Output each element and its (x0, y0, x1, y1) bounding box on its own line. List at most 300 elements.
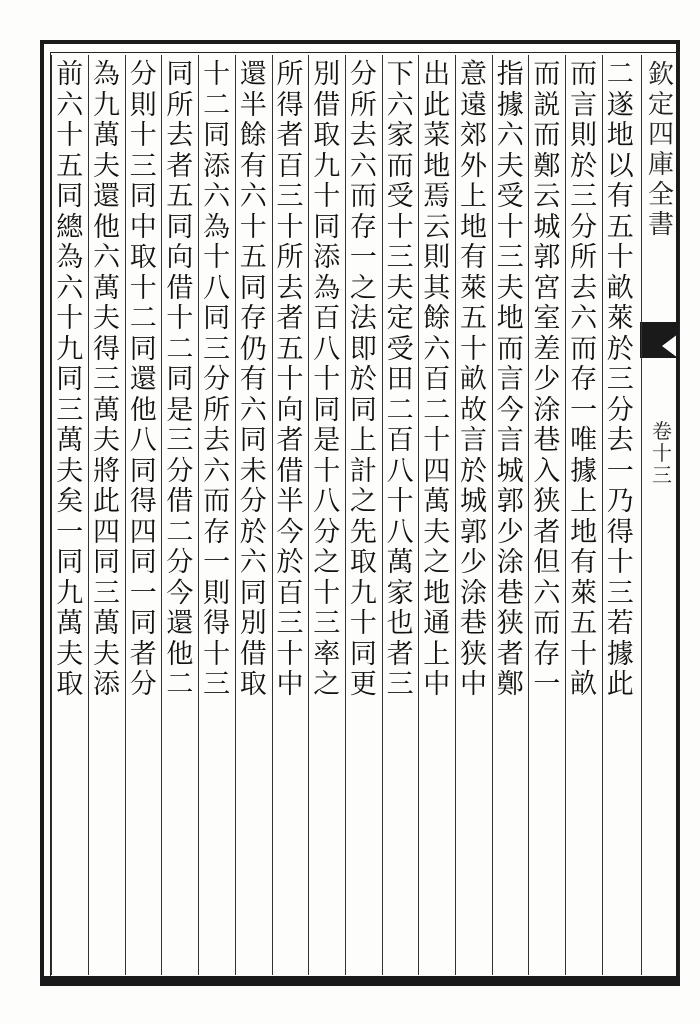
text-column (603, 60, 637, 972)
text-column (493, 60, 527, 972)
text-char: 巷 (496, 577, 524, 609)
text-char: 而 (496, 333, 524, 365)
text-char: 取 (239, 669, 267, 700)
text-char: 十 (496, 211, 524, 243)
text-char: 二 (386, 394, 414, 426)
text-char: 存 (533, 638, 561, 670)
text-char: 今 (276, 516, 304, 548)
text-char: 二 (166, 333, 194, 365)
column-rule (308, 55, 309, 975)
text-char: 之 (423, 547, 451, 578)
text-char: 者 (276, 425, 304, 456)
text-char: 去 (606, 425, 634, 456)
text-char: 分 (166, 547, 194, 578)
text-char: 分 (166, 455, 194, 487)
text-char: 之 (313, 547, 341, 578)
text-char: 三 (276, 181, 304, 212)
text-char: 三 (166, 425, 194, 456)
text-char: 三 (386, 242, 414, 273)
text-char: 據 (496, 89, 524, 121)
text-char: 十 (276, 211, 304, 243)
text-char: 夫 (93, 638, 120, 670)
text-char: 為 (93, 59, 120, 90)
text-char: 三 (203, 333, 231, 365)
text-char: 萬 (386, 547, 414, 578)
text-char: 萬 (56, 425, 84, 456)
text-char: 計 (349, 455, 377, 487)
text-char: 郊 (460, 120, 487, 151)
text-char: 唯 (570, 425, 598, 456)
column-rule (602, 55, 603, 975)
text-char: 法 (349, 303, 377, 334)
text-char: 百 (276, 577, 304, 609)
text-char: 十 (239, 211, 267, 243)
text-char: 為 (203, 211, 231, 243)
text-char: 中 (129, 211, 157, 243)
text-char: 則 (129, 89, 157, 121)
text-char: 言 (496, 425, 524, 456)
text-column (383, 60, 417, 972)
text-char: 其 (423, 272, 451, 304)
text-char: 十 (606, 242, 634, 273)
text-char: 則 (423, 242, 451, 273)
text-char: 同 (203, 120, 231, 151)
text-char: 而 (533, 120, 561, 151)
text-char: 萬 (93, 608, 120, 639)
text-char: 夫 (496, 150, 524, 182)
text-char: 百 (386, 425, 414, 456)
text-char: 六 (239, 181, 267, 212)
text-char: 夫 (496, 272, 524, 304)
text-char: 十 (460, 333, 487, 365)
text-char: 三 (129, 150, 157, 182)
text-char: 添 (93, 669, 120, 700)
text-char: 十 (570, 638, 598, 670)
text-char: 若 (606, 608, 634, 639)
text-char: 借 (313, 89, 341, 121)
text-char: 者 (166, 150, 194, 182)
text-char: 三 (386, 669, 414, 700)
text-char: 分 (349, 59, 377, 90)
text-char: 畝 (570, 669, 598, 700)
text-char: 田 (386, 364, 414, 395)
text-char: 總 (56, 211, 84, 243)
text-char: 八 (386, 516, 414, 548)
text-char: 者 (533, 516, 561, 548)
column-rule (161, 55, 162, 975)
text-column (90, 60, 124, 972)
text-char: 三 (606, 364, 634, 395)
text-char: 上 (570, 486, 598, 517)
column-rule (528, 55, 529, 975)
text-char: 據 (570, 455, 598, 487)
text-char: 五 (276, 333, 304, 365)
text-char: 六 (496, 120, 524, 151)
text-char: 存 (203, 516, 231, 548)
text-char: 而 (533, 608, 561, 639)
text-char: 萊 (570, 577, 598, 609)
text-char: 今 (166, 577, 194, 609)
text-char: 家 (386, 577, 414, 609)
column-rule (492, 55, 493, 975)
text-char: 者 (129, 638, 157, 670)
text-char: 十 (276, 638, 304, 670)
text-char: 六 (203, 455, 231, 487)
text-char: 存 (349, 211, 377, 243)
text-char: 百 (313, 303, 341, 334)
text-char: 於 (276, 547, 304, 578)
text-char: 借 (276, 455, 304, 487)
text-char: 十 (423, 425, 451, 456)
text-char: 之 (349, 272, 377, 304)
text-char: 少 (533, 364, 561, 395)
text-char: 取 (129, 242, 157, 273)
text-char: 所 (203, 394, 231, 426)
column-rule (235, 55, 236, 975)
text-char: 上 (423, 638, 451, 670)
text-char: 同 (129, 333, 157, 365)
text-char: 狭 (460, 638, 487, 670)
text-char: 餘 (239, 120, 267, 151)
text-char: 家 (386, 120, 414, 151)
text-char: 萊 (460, 272, 487, 304)
text-char: 還 (166, 608, 194, 639)
text-char: 夫 (423, 516, 451, 548)
text-char: 得 (606, 516, 634, 548)
text-column (53, 60, 87, 972)
text-char: 向 (276, 394, 304, 426)
text-char: 二 (423, 394, 451, 426)
text-char: 分 (129, 59, 157, 90)
text-char: 九 (56, 333, 84, 365)
text-char: 還 (93, 181, 120, 212)
text-char: 少 (496, 516, 524, 548)
text-char: 萬 (423, 486, 451, 517)
text-char: 上 (460, 181, 487, 212)
text-char: 率 (313, 638, 341, 670)
text-char: 夫 (56, 638, 84, 670)
text-char: 則 (203, 577, 231, 609)
text-char: 十 (386, 211, 414, 243)
text-char: 六 (56, 272, 84, 304)
text-char: 者 (496, 638, 524, 670)
text-char: 萊 (606, 303, 634, 334)
text-char: 同 (56, 547, 84, 578)
text-char: 添 (203, 150, 231, 182)
text-char: 中 (460, 669, 487, 700)
text-char: 夫 (93, 303, 120, 334)
text-char: 夫 (93, 425, 120, 456)
text-char: 地 (460, 211, 487, 243)
text-char: 巷 (533, 425, 561, 456)
fishtail-mark-icon (638, 318, 680, 360)
text-char: 焉 (423, 181, 451, 212)
margin-title-char: 庫 (647, 150, 674, 180)
text-char: 添 (313, 242, 341, 273)
text-char: 去 (349, 120, 377, 151)
column-rule (88, 55, 89, 975)
text-char: 有 (606, 181, 634, 212)
text-char: 十 (276, 364, 304, 395)
text-char: 意 (460, 59, 487, 90)
text-column (530, 60, 564, 972)
text-char: 他 (166, 638, 194, 670)
text-char: 三 (276, 608, 304, 639)
text-char: 地 (570, 516, 598, 548)
text-char: 而 (570, 59, 598, 90)
text-char: 所 (166, 89, 194, 121)
text-char: 是 (313, 425, 341, 456)
text-char: 六 (423, 333, 451, 365)
text-char: 而 (349, 181, 377, 212)
text-char: 此 (606, 669, 634, 700)
text-char: 涂 (496, 547, 524, 578)
text-char: 城 (533, 211, 561, 243)
text-char: 地 (423, 577, 451, 609)
text-char: 狭 (533, 486, 561, 517)
text-char: 存 (570, 364, 598, 395)
text-char: 為 (56, 242, 84, 273)
text-char: 一 (570, 394, 598, 426)
text-char: 郭 (496, 486, 524, 517)
text-char: 分 (570, 211, 598, 243)
text-char: 六 (349, 150, 377, 182)
text-char: 於 (239, 516, 267, 548)
text-char: 去 (203, 425, 231, 456)
text-char: 言 (570, 89, 598, 121)
text-char: 一 (349, 242, 377, 273)
text-char: 有 (239, 364, 267, 395)
text-char: 而 (203, 486, 231, 517)
text-char: 同 (56, 181, 84, 212)
text-char: 郭 (460, 516, 487, 548)
text-char: 三 (313, 608, 341, 639)
text-char: 十 (203, 59, 231, 90)
column-rule (345, 55, 346, 975)
column-rule (125, 55, 126, 975)
text-char: 但 (533, 547, 561, 578)
text-char: 還 (129, 364, 157, 395)
text-char: 分 (203, 364, 231, 395)
text-char: 中 (423, 669, 451, 700)
text-char: 去 (570, 272, 598, 304)
text-char: 取 (349, 547, 377, 578)
text-char: 五 (460, 303, 487, 334)
text-char: 得 (129, 486, 157, 517)
text-char: 外 (460, 150, 487, 182)
text-char: 別 (239, 608, 267, 639)
text-char: 而 (533, 59, 561, 90)
margin-title-char: 欽 (647, 60, 674, 90)
text-char: 十 (203, 242, 231, 273)
text-char: 者 (276, 303, 304, 334)
column-rule (382, 55, 383, 975)
margin-title-char: 定 (647, 90, 674, 120)
text-char: 菜 (423, 120, 451, 151)
text-char: 出 (423, 59, 451, 90)
margin-title-char: 書 (647, 210, 674, 240)
text-char: 百 (423, 364, 451, 395)
text-char: 十 (313, 455, 341, 487)
text-column (236, 60, 270, 972)
text-char: 一 (606, 455, 634, 487)
text-char: 六 (239, 547, 267, 578)
text-char: 上 (349, 425, 377, 456)
text-char: 同 (239, 272, 267, 304)
column-rule (272, 55, 273, 975)
text-char: 五 (166, 181, 194, 212)
text-char: 十 (56, 303, 84, 334)
margin-volume-char: 十 (652, 441, 672, 465)
text-char: 同 (166, 211, 194, 243)
text-char: 八 (313, 486, 341, 517)
text-char: 據 (606, 638, 634, 670)
text-char: 二 (166, 669, 194, 700)
text-char: 十 (56, 120, 84, 151)
text-char: 萬 (93, 272, 120, 304)
text-char: 狭 (496, 608, 524, 639)
text-char: 矣 (56, 486, 84, 517)
text-char: 分 (313, 516, 341, 548)
text-char: 宮 (533, 272, 561, 304)
text-char: 此 (423, 89, 451, 121)
text-char: 畝 (460, 364, 487, 395)
column-rule (198, 55, 199, 975)
text-char: 十 (203, 638, 231, 670)
text-char: 六 (386, 89, 414, 121)
text-char: 六 (239, 394, 267, 426)
text-char: 仍 (239, 333, 267, 365)
text-char: 四 (129, 516, 157, 548)
column-rule (455, 55, 456, 975)
text-char: 二 (203, 89, 231, 121)
text-char: 借 (166, 272, 194, 304)
margin-title-char: 四 (647, 120, 674, 150)
text-char: 三 (93, 364, 120, 395)
text-column (273, 60, 307, 972)
text-char: 同 (129, 608, 157, 639)
text-char: 三 (496, 242, 524, 273)
bottom-border (40, 976, 680, 986)
text-char: 巷 (460, 608, 487, 639)
text-char: 云 (423, 211, 451, 243)
text-char: 十 (313, 364, 341, 395)
text-char: 分 (239, 486, 267, 517)
column-rule (565, 55, 566, 975)
text-char: 半 (276, 486, 304, 517)
text-char: 六 (203, 181, 231, 212)
text-char: 五 (570, 608, 598, 639)
text-char: 鄭 (533, 150, 561, 182)
margin-volume-char: 三 (652, 463, 672, 487)
text-char: 還 (239, 59, 267, 90)
text-char: 之 (313, 669, 341, 700)
text-char: 六 (533, 577, 561, 609)
text-char: 此 (93, 486, 120, 517)
text-char: 所 (276, 242, 304, 273)
text-char: 夫 (93, 150, 120, 182)
text-char: 受 (386, 181, 414, 212)
text-char: 將 (93, 455, 120, 487)
text-char: 十 (129, 272, 157, 304)
text-char: 取 (313, 120, 341, 151)
text-char: 十 (166, 303, 194, 334)
text-char: 也 (386, 608, 414, 639)
text-char: 定 (386, 303, 414, 334)
text-char: 一 (56, 516, 84, 548)
text-char: 同 (166, 364, 194, 395)
text-char: 九 (349, 577, 377, 609)
text-char: 去 (276, 272, 304, 304)
text-char: 地 (606, 120, 634, 151)
text-char: 萬 (93, 120, 120, 151)
text-char: 四 (423, 455, 451, 487)
text-char: 先 (349, 516, 377, 548)
text-char: 五 (606, 211, 634, 243)
text-char: 十 (313, 577, 341, 609)
text-char: 郭 (533, 242, 561, 273)
text-char: 去 (166, 120, 194, 151)
text-char: 三 (606, 577, 634, 609)
text-char: 八 (313, 333, 341, 365)
text-char: 指 (496, 59, 524, 90)
text-char: 八 (386, 455, 414, 487)
text-char: 故 (460, 394, 487, 426)
text-char: 而 (570, 333, 598, 365)
text-char: 九 (56, 577, 84, 609)
column-rule (418, 55, 419, 975)
text-char: 地 (423, 150, 451, 182)
text-char: 十 (606, 547, 634, 578)
text-char: 得 (93, 333, 120, 365)
text-char: 五 (239, 242, 267, 273)
text-char: 分 (129, 669, 157, 700)
text-char: 遠 (460, 89, 487, 121)
text-char: 同 (129, 455, 157, 487)
text-char: 言 (460, 425, 487, 456)
text-char: 取 (56, 669, 84, 700)
text-char: 為 (313, 272, 341, 304)
text-char: 入 (533, 455, 561, 487)
text-char: 同 (349, 394, 377, 426)
text-char: 餘 (423, 303, 451, 334)
text-char: 六 (56, 89, 84, 121)
margin-title-char: 全 (647, 180, 674, 210)
text-column (163, 60, 197, 972)
text-char: 於 (349, 364, 377, 395)
text-char: 者 (276, 120, 304, 151)
text-char: 中 (276, 669, 304, 700)
text-char: 借 (239, 638, 267, 670)
text-char: 十 (313, 181, 341, 212)
text-char: 云 (533, 181, 561, 212)
text-char: 涂 (533, 394, 561, 426)
text-char: 遂 (606, 89, 634, 121)
column-rule (641, 55, 642, 975)
text-char: 存 (239, 303, 267, 334)
text-char: 所 (349, 89, 377, 121)
text-char: 畝 (606, 272, 634, 304)
text-char: 一 (533, 669, 561, 700)
text-char: 十 (349, 608, 377, 639)
text-char: 未 (239, 455, 267, 487)
text-char: 得 (203, 608, 231, 639)
text-char: 則 (570, 120, 598, 151)
text-char: 別 (313, 59, 341, 90)
text-char: 言 (496, 364, 524, 395)
text-char: 萬 (56, 608, 84, 639)
text-char: 萬 (93, 394, 120, 426)
